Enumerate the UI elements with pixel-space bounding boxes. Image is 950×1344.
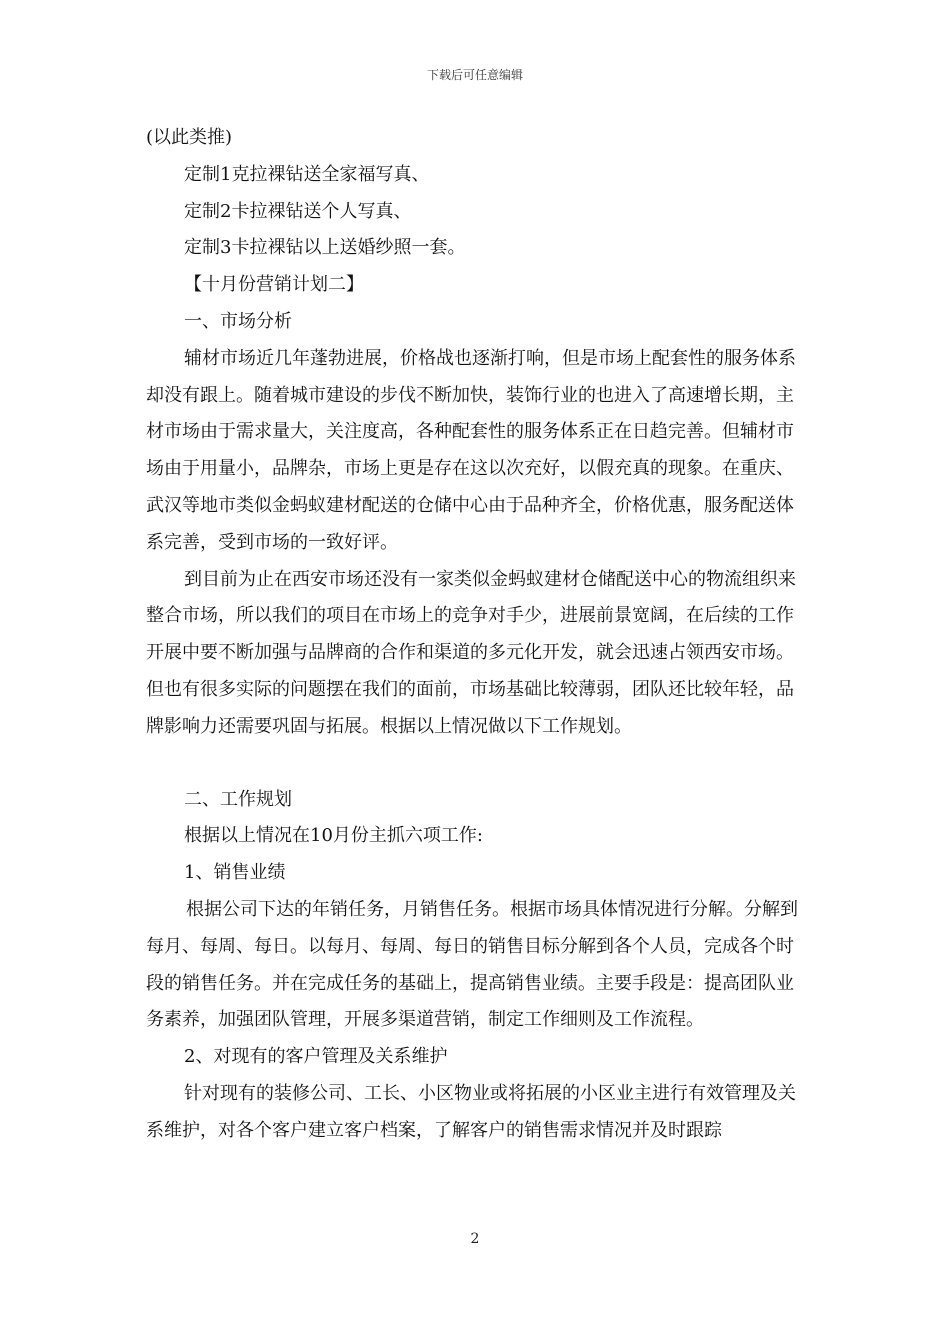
heading-customer-management: 2、对现有的客户管理及关系维护 xyxy=(184,1046,448,1068)
blank-line xyxy=(146,746,806,782)
heading-market-analysis: 一、市场分析 xyxy=(184,310,292,332)
paragraph-sales-performance: 根据公司下达的年销任务，月销售任务。根据市场具体情况进行分解。分解到每月、每周、每日。以每月、每周、每日的销售目标分解到各个人员，完成各个时段的销售任务。并在完成任务的基础上，提高销售业绩。主要手段是：提高团队业务素养，加强团队管理，开展多渠道营销，制定工作细则及工作流程。 xyxy=(146,898,798,1031)
page-number: 2 xyxy=(470,1231,480,1247)
heading-sales-performance: 1、销售业绩 xyxy=(184,862,286,884)
paragraph-offer-2: 定制2卡拉裸钻送个人写真、 xyxy=(184,200,412,222)
heading-work-plan: 二、工作规划 xyxy=(184,788,292,810)
page-header: 下载后可任意编辑 xyxy=(426,68,523,82)
paragraph-six-tasks: 根据以上情况在10月份主抓六项工作: xyxy=(184,825,483,847)
section-title-plan-two: 【十月份营销计划二】 xyxy=(184,274,364,296)
paragraph-offer-1: 定制1克拉裸钻送全家福写真、 xyxy=(184,163,430,185)
document-body xyxy=(146,120,806,1150)
paragraph-offer-3: 定制3卡拉裸钻以上送婚纱照一套。 xyxy=(184,237,466,259)
paragraph-analogy: (以此类推) xyxy=(146,127,233,148)
paragraph-market-1: 辅材市场近几年蓬勃进展，价格战也逐渐打响，但是市场上配套性的服务体系却没有跟上。随着城市建设的步伐不断加快，装饰行业的也进入了高速增长期，主材市场由于需求量大，关注度高，各种配套性的服务体系正在日趋完善。但辅材市场由于用量小，品牌杂，市场上更是存在这以次充好，以假充真的现象。在重庆、武汉等地市类似金蚂蚁建材配送的仓储中心由于品种齐全，价格优惠，服务配送体系完善，受到市场的一致好评。 xyxy=(146,347,796,553)
paragraph-customer-management: 针对现有的装修公司、工长、小区物业或将拓展的小区业主进行有效管理及关系维护，对各个客户建立客户档案，了解客户的销售需求情况并及时跟踪 xyxy=(146,1082,796,1141)
paragraph-market-2: 到目前为止在西安市场还没有一家类似金蚂蚁建材仓储配送中心的物流组织来整合市场，所以我们的项目在市场上的竞争对手少，进展前景宽阔，在后续的工作开展中要不断加强与品牌商的合作和渠道的多元化开发，就会迅速占领西安市场。但也有很多实际的问题摆在我们的面前，市场基础比较薄弱，团队还比较年轻，品牌影响力还需要巩固与拓展。根据以上情况做以下工作规划。 xyxy=(146,568,796,737)
